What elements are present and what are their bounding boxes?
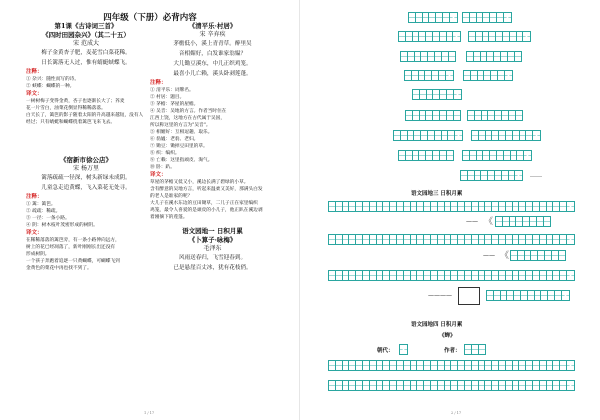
translation-line: 在稀稀落落的篱笆旁，有一条小路伸向远方，	[26, 238, 120, 243]
translation-line: 一个孩子奔跑着追逐一只黄蝴蝶，可蝴蝶飞到	[26, 259, 120, 264]
section-heading: 语文园地一 日积月累	[182, 227, 243, 235]
dash-marker: ——	[428, 292, 440, 299]
poem-title: 《卜算子·咏梅》	[188, 236, 237, 244]
translation-line: 经过；只有蜻蜓和蝴蝶绕着篱笆飞来飞去。	[26, 120, 116, 125]
poem-author: 宋 辛弃疾	[199, 31, 226, 38]
note-item: ⑦ 锄豆：锄掉豆田里的草。	[150, 144, 208, 149]
writing-grid-row[interactable]	[404, 70, 454, 81]
writing-grid-row[interactable]	[466, 51, 522, 62]
writing-grid-row[interactable]	[398, 150, 454, 161]
writing-grid-row[interactable]	[510, 250, 566, 261]
translation-label: 译文：	[26, 91, 43, 97]
translation-line: 草屋的茅檐又低又小，溪边长满了碧绿的小草。	[150, 180, 249, 185]
poem-line: 日长篱落无人过，惟有蜻蜓蛱蝶飞。	[41, 60, 131, 66]
poem-line: 已是悬崖百丈冰，犹有花枝俏。	[173, 265, 252, 271]
note-item: ① 清平乐：词牌名。	[150, 88, 194, 93]
writing-grid-row[interactable]	[460, 170, 523, 181]
author-label: 作者：	[444, 348, 461, 354]
poem-author: 宋 范成大	[73, 40, 99, 47]
note-item: ⑤ 相媚好：互相逗趣、取乐。	[150, 130, 213, 135]
note-item: ⑧ 织：编织。	[150, 151, 180, 156]
note-item: ① 篱：篱笆。	[26, 202, 56, 207]
book-title-mark: 《	[500, 251, 510, 261]
translation-line: 树上的花已经凋落了，新叶刚刚长出还没有	[26, 245, 116, 250]
lesson-heading: 第1课《古诗词三首》	[54, 22, 118, 30]
writing-grid-row[interactable]	[412, 89, 462, 100]
dash-marker: ——	[440, 292, 452, 299]
writing-grid-row[interactable]	[468, 31, 531, 42]
poem-author: 宋 杨万里	[73, 165, 99, 172]
translation-line: 的老人是谁家的呢？	[150, 194, 193, 199]
translation-line: 白天长了，篱笆的影子随着太阳的升高越来越短，没有人	[26, 113, 144, 118]
dynasty-label: 朝代：	[377, 348, 394, 354]
poem-title: 《蝉》	[439, 333, 456, 339]
note-item: ⑩ 卧：趴。	[150, 165, 175, 170]
poem-title: 《清平乐·村居》	[188, 22, 237, 30]
notes-label: 注释：	[26, 194, 43, 200]
note-item: 江西上饶，这地方在古代属于吴国，	[150, 116, 226, 121]
section-heading: 语文园地三 日积月累	[411, 191, 463, 197]
translation-line: 着刚摘下的莲蓬。	[150, 215, 188, 220]
writing-grid-row[interactable]	[405, 110, 461, 121]
writing-grid-row[interactable]	[328, 201, 575, 212]
left-column	[26, 22, 146, 272]
writing-grid-row[interactable]	[471, 130, 541, 141]
section-heading: 语文园地四 日积月累	[411, 322, 463, 328]
poem-line: 最喜小儿亡赖，溪头卧剥莲蓬。	[173, 71, 252, 77]
writing-grid-row[interactable]	[328, 234, 575, 245]
dash-marker: ——	[466, 218, 478, 225]
note-item: ⑥ 翁媪：老翁、老妇。	[150, 137, 199, 142]
translation-label: 译文：	[150, 172, 167, 178]
writing-grid-row[interactable]	[328, 270, 575, 281]
writing-grid-row[interactable]	[463, 70, 513, 81]
poem-line: 大儿锄豆溪东，中儿正织鸡笼。	[173, 61, 252, 67]
ellipsis: ……	[530, 172, 542, 179]
poem-author: 毛泽东	[203, 245, 222, 252]
writing-grid-row[interactable]	[462, 12, 512, 23]
writing-grid-row[interactable]	[328, 380, 575, 391]
poem-line: 梅子金黄杏子肥，麦花雪白菜花稀。	[41, 50, 131, 56]
note-item: ③ 一径：一条小路。	[26, 216, 70, 221]
translation-line: 形成树阴。	[26, 252, 50, 257]
poem-line: 茅檐低小，溪上青青草。醉里吴	[173, 41, 252, 47]
writing-grid-row[interactable]	[328, 360, 575, 371]
note-item: 所以称这里的方言为"吴音"。	[150, 123, 211, 128]
document-title: 四年级（下册）必背内容	[103, 13, 197, 23]
translation-line: 大儿子在溪水东边的豆田锄草，二儿子正在家里编织	[150, 201, 258, 206]
page-2	[300, 0, 600, 420]
note-item: ① 杂兴：随性而写的诗。	[26, 77, 80, 82]
note-item: ② 蛱蝶：蝴蝶的一种。	[26, 84, 75, 89]
answer-box[interactable]	[399, 344, 408, 355]
note-item: ⑨ 亡赖：这里指顽皮、淘气。	[150, 158, 213, 163]
page-number: 2 / 17	[451, 411, 462, 415]
writing-grid-row[interactable]	[495, 216, 551, 227]
poem-title: 《宿新市徐公店》	[60, 156, 112, 164]
writing-grid-row[interactable]	[393, 130, 463, 141]
answer-box[interactable]	[464, 344, 486, 355]
book-title-mark: 《	[484, 217, 494, 227]
poem-line: 篱落疏疏一径深，树头新绿未成阴。	[41, 175, 131, 181]
translation-line: 含有醉意的吴地方言，听起来温柔又美好，那满头白发	[150, 187, 263, 192]
writing-grid-row[interactable]	[486, 290, 570, 301]
note-item: ③ 茅檐：茅屋的屋檐。	[150, 102, 199, 107]
poem-line: 音相媚好，白发谁家翁媪？	[178, 51, 247, 57]
translation-label: 译文：	[26, 230, 43, 236]
dash-marker: ——	[483, 252, 495, 259]
note-item: ④ 阴：树木枝叶茂密形成的树阴。	[26, 223, 98, 228]
note-item: ④ 吴音：吴地的方言。作者当时住在	[150, 109, 227, 114]
translation-line: 花一片雪白，油菜花倒显得稀稀落落。	[26, 106, 106, 111]
writing-grid-row[interactable]	[467, 110, 523, 121]
page-number: 1 / 17	[144, 411, 155, 415]
writing-grid-row[interactable]	[400, 51, 456, 62]
translation-line: 鸡笼，最令人喜爱的是顽皮的小儿子，他正趴在溪边剥	[150, 208, 263, 213]
poem-line: 风雨送春归，飞雪迎春到。	[178, 255, 247, 261]
note-item: ② 村居：题目。	[150, 95, 185, 100]
writing-grid-row[interactable]	[462, 150, 532, 161]
writing-grid-row[interactable]	[408, 12, 458, 23]
blank-box[interactable]	[458, 287, 480, 305]
poem-title: 《四时田园杂兴》（其二十五）	[42, 31, 130, 39]
translation-line: 金黄色的菜花中再也找不到了。	[26, 266, 92, 271]
poem-line: 儿童急走追黄蝶，飞入菜花无处寻。	[41, 185, 131, 191]
right-column	[150, 22, 275, 273]
writing-grid-row[interactable]	[398, 31, 461, 42]
notes-label: 注释：	[26, 69, 43, 75]
notes-label: 注释：	[150, 80, 167, 86]
note-item: ② 疏疏：稀疏。	[26, 209, 61, 214]
translation-line: 一树树梅子变得金黄，杏子也逐渐长大了；荞麦	[26, 99, 125, 104]
